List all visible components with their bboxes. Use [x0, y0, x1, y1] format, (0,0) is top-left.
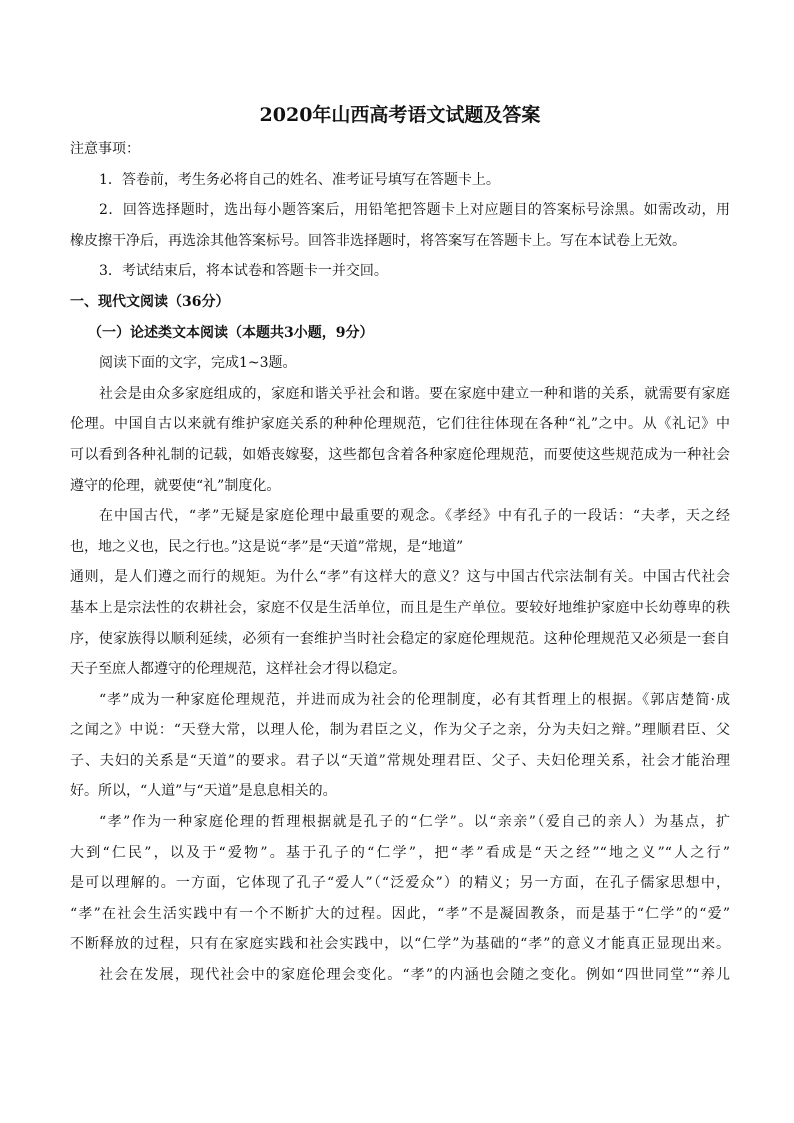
- notice-item-2-continued: 橡皮擦干净后，再选涂其他答案标号。回答非选择题时，将答案写在答题卡上。写在本试卷上无效。: [70, 232, 686, 249]
- section-heading: 一、现代文阅读（36分）: [70, 293, 230, 310]
- passage-line: 遵守的伦理，就要使“礼”制度化。: [70, 477, 281, 494]
- reading-instruction: 阅读下面的文字，完成1~3题。: [99, 355, 297, 372]
- passage-line: 大到“仁民”，以及于“爱物”。基于孔子的“仁学”，把“孝”看成是“天之经”“地之义”“人之行”: [70, 844, 730, 861]
- passage-line: 是可以理解的。一方面，它体现了孔子“爱人”（“泛爱众”）的精义；另一方面，在孔子儒家思想中，: [70, 875, 730, 892]
- notice-item-1: 1．答卷前，考生务必将自己的姓名、准考证号填写在答题卡上。: [99, 171, 500, 188]
- passage-line: 通则，是人们遵之而行的规矩。为什么“孝”有这样大的意义？这与中国古代宗法制有关。中国古代社会: [70, 569, 730, 586]
- passage-line: 也，地之义也，民之行也。”这是说“孝”是“天道”常规，是“地道”: [70, 538, 464, 555]
- passage-line: 之闻之》中说：“天登大常，以理人伦，制为君臣之义，作为父子之亲，分为夫妇之辩。”理顺君臣、父: [70, 722, 730, 739]
- passage-line: 可以看到各种礼制的记载，如婚丧嫁娶，这些都包含着各种家庭伦理规范，而要使这些规范成为一种社会: [70, 446, 730, 463]
- notice-heading: 注意事项：: [70, 141, 140, 157]
- passage-line: “孝”在社会生活实践中有一个不断扩大的过程。因此，“孝”不是凝固教条，而是基于“仁学”的“爱”: [70, 905, 730, 922]
- subsection-heading: （一）论述类文本阅读（本题共3小题，9分）: [88, 324, 374, 341]
- passage-line: 伦理。中国自古以来就有维护家庭关系的种种伦理规范，它们往往体现在各种“礼”之中。从《礼记》中: [70, 416, 730, 433]
- passage-line: 好。所以，“人道”与“天道”是息息相关的。: [70, 783, 337, 800]
- passage-line: 序，使家族得以顺利延续，必须有一套维护当时社会稳定的家庭伦理规范。这种伦理规范又必须是一套自: [70, 630, 730, 647]
- passage-line: “孝”成为一种家庭伦理规范，并进而成为社会的伦理制度，必有其哲理上的根据。《郭店楚简·成: [99, 691, 730, 708]
- passage-line: 社会在发展，现代社会中的家庭伦理会变化。“孝”的内涵也会随之变化。例如“四世同堂”“养儿: [99, 967, 730, 984]
- passage-body: [70, 379, 730, 991]
- passage-line: 天子至庶人都遵守的伦理规范，这样社会才得以稳定。: [70, 661, 406, 678]
- document-title: 2020年山西高考语文试题及答案: [259, 104, 541, 126]
- passage-line: 基本上是宗法性的农耕社会，家庭不仅是生活单位，而且是生产单位。要较好地维护家庭中长幼尊卑的秩: [70, 599, 730, 616]
- notice-item-3: 3．考试结束后，将本试卷和答题卡一并交回。: [99, 263, 388, 280]
- passage-line: “孝”作为一种家庭伦理的哲理根据就是孔子的“仁学”。以“亲亲”（爱自己的亲人）为基点，扩: [99, 814, 730, 831]
- passage-line: 社会是由众多家庭组成的，家庭和谐关乎社会和谐。要在家庭中建立一种和谐的关系，就需要有家庭: [99, 385, 730, 402]
- passage-line: 子、夫妇的关系是“天道”的要求。君子以“天道”常规处理君臣、父子、夫妇伦理关系，社会才能治理: [70, 752, 730, 769]
- passage-line: 在中国古代，“孝”无疑是家庭伦理中最重要的观念。《孝经》中有孔子的一段话：“夫孝，天之经: [99, 508, 730, 525]
- document-page: [70, 100, 730, 991]
- notice-item-2: 2．回答选择题时，选出每小题答案后，用铅笔把答题卡上对应题目的答案标号涂黑。如需改动，用: [99, 202, 730, 219]
- passage-line: 不断释放的过程，只有在家庭实践和社会实践中，以“仁学”为基础的“孝”的意义才能真正显现出来。: [70, 936, 730, 953]
